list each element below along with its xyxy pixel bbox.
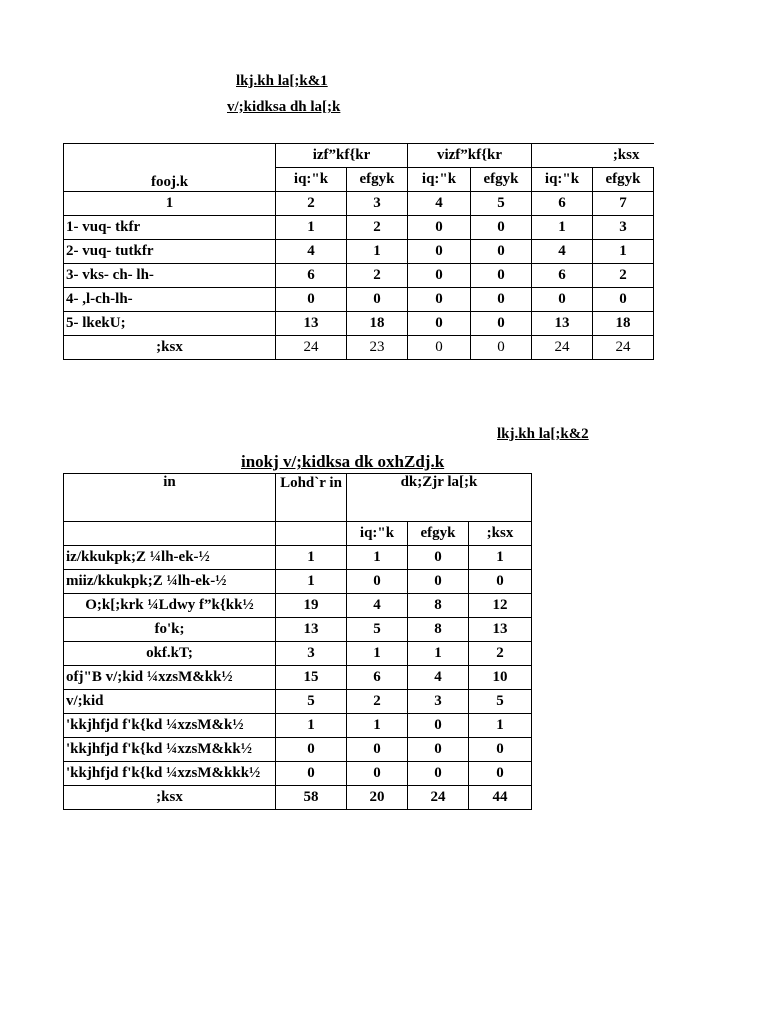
sub-header-female: efgyk — [408, 522, 469, 546]
cell: 8 — [408, 594, 469, 618]
row-label: O;k[;krk ¼Ldwy f”k{kk½ — [64, 594, 276, 618]
sub-header-female: efgyk — [471, 168, 532, 192]
total-row — [64, 786, 532, 810]
cell: 0 — [471, 240, 532, 264]
row-label: 1 — [64, 192, 276, 216]
cell: 1 — [532, 216, 593, 240]
cell: 15 — [276, 666, 347, 690]
cell: 1 — [347, 714, 408, 738]
sub-header-male: iq:"k — [347, 522, 408, 546]
cell: 1 — [276, 546, 347, 570]
cell: 0 — [408, 264, 471, 288]
total-cell: 0 — [471, 336, 532, 360]
cell: 3 — [276, 642, 347, 666]
group-header-trained: izf”kf{kr — [276, 144, 408, 168]
total-label: ;ksx — [64, 336, 276, 360]
cell: 5 — [471, 192, 532, 216]
cell: 1 — [276, 216, 347, 240]
cell: 13 — [276, 618, 347, 642]
row-label: fo'k; — [64, 618, 276, 642]
table2-title: inokj v/;kidksa dk oxhZdj.k — [241, 452, 445, 471]
cell: 0 — [593, 288, 654, 312]
cell: 4 — [276, 240, 347, 264]
cell: 0 — [469, 762, 532, 786]
sub-header-male: iq:"k — [276, 168, 347, 192]
row-label: 4- ,l-ch-lh- — [64, 288, 276, 312]
header-row — [64, 474, 532, 522]
cell: 1 — [469, 714, 532, 738]
cell: 2 — [347, 216, 408, 240]
cell: 13 — [532, 312, 593, 336]
sub-header-female: efgyk — [593, 168, 654, 192]
cell: 0 — [408, 288, 471, 312]
cell: 6 — [347, 666, 408, 690]
group-header-untrained: vizf”kf{kr — [408, 144, 532, 168]
cell: 1 — [408, 642, 469, 666]
table1-title: v/;kidksa dh la[;k — [227, 99, 341, 115]
row-label: 'kkjhfjd f'k{kd ¼xzsM&kkk½ — [64, 762, 276, 786]
row-label: 'kkjhfjd f'k{kd ¼xzsM&k½ — [64, 714, 276, 738]
total-cell: 24 — [593, 336, 654, 360]
cell: 0 — [408, 738, 469, 762]
cell: 2 — [593, 264, 654, 288]
sub-header-male: iq:"k — [532, 168, 593, 192]
cell: 4 — [532, 240, 593, 264]
cell: 0 — [408, 714, 469, 738]
group-header-row — [64, 144, 654, 168]
cell: 18 — [347, 312, 408, 336]
column-header-post: in — [64, 474, 276, 522]
cell: 0 — [408, 546, 469, 570]
table-row — [64, 546, 532, 570]
cell: 2 — [347, 690, 408, 714]
total-cell: 20 — [347, 786, 408, 810]
cell: 4 — [408, 666, 469, 690]
table-row — [64, 714, 532, 738]
row-label: ofj"B v/;kid ¼xzsM&kk½ — [64, 666, 276, 690]
cell: 13 — [276, 312, 347, 336]
teachers-count-table — [63, 143, 654, 360]
cell: 0 — [469, 570, 532, 594]
cell: 0 — [276, 288, 347, 312]
table-row — [64, 192, 654, 216]
cell: 3 — [408, 690, 469, 714]
cell: 13 — [469, 618, 532, 642]
cell: 0 — [471, 312, 532, 336]
table-row — [64, 618, 532, 642]
cell: 6 — [532, 192, 593, 216]
empty-cell — [64, 522, 276, 546]
row-label: 2- vuq- tutkfr — [64, 240, 276, 264]
cell: 1 — [347, 546, 408, 570]
row-label: okf.kT; — [64, 642, 276, 666]
cell: 1 — [469, 546, 532, 570]
cell: 5 — [469, 690, 532, 714]
table-row — [64, 288, 654, 312]
row-label: v/;kid — [64, 690, 276, 714]
total-cell: 24 — [276, 336, 347, 360]
cell: 7 — [593, 192, 654, 216]
total-cell: 24 — [532, 336, 593, 360]
sub-header-female: efgyk — [347, 168, 408, 192]
row-label: 5- lkekU; — [64, 312, 276, 336]
cell: 0 — [408, 312, 471, 336]
cell: 10 — [469, 666, 532, 690]
cell: 12 — [469, 594, 532, 618]
total-cell: 23 — [347, 336, 408, 360]
cell: 0 — [276, 738, 347, 762]
cell: 6 — [532, 264, 593, 288]
cell: 4 — [347, 594, 408, 618]
table-row — [64, 666, 532, 690]
cell: 0 — [469, 738, 532, 762]
group-header-total: ;ksx — [532, 144, 654, 168]
sub-header-row — [64, 522, 532, 546]
cell: 5 — [347, 618, 408, 642]
total-label: ;ksx — [64, 786, 276, 810]
cell: 1 — [347, 240, 408, 264]
total-cell: 0 — [408, 336, 471, 360]
cell: 4 — [408, 192, 471, 216]
table-row — [64, 762, 532, 786]
post-wise-teachers-table — [63, 473, 532, 810]
table-row — [64, 738, 532, 762]
sub-header-total: ;ksx — [469, 522, 532, 546]
table-row — [64, 240, 654, 264]
table-row — [64, 216, 654, 240]
total-cell: 24 — [408, 786, 469, 810]
cell: 0 — [347, 570, 408, 594]
cell: 18 — [593, 312, 654, 336]
cell: 1 — [276, 714, 347, 738]
cell: 2 — [276, 192, 347, 216]
cell: 1 — [593, 240, 654, 264]
cell: 19 — [276, 594, 347, 618]
cell: 0 — [408, 240, 471, 264]
column-header-sanctioned: Lohd`r in — [276, 474, 347, 522]
empty-cell — [276, 522, 347, 546]
cell: 0 — [347, 738, 408, 762]
cell: 0 — [276, 762, 347, 786]
table-row — [64, 312, 654, 336]
cell: 0 — [347, 288, 408, 312]
column-header-description: fooj.k — [64, 144, 276, 192]
sub-header-male: iq:"k — [408, 168, 471, 192]
cell: 1 — [347, 642, 408, 666]
cell: 0 — [532, 288, 593, 312]
row-label: 3- vks- ch- lh- — [64, 264, 276, 288]
cell: 0 — [347, 762, 408, 786]
cell: 2 — [347, 264, 408, 288]
cell: 5 — [276, 690, 347, 714]
cell: 0 — [408, 570, 469, 594]
row-label: iz/kkukpk;Z ¼lh-ek-½ — [64, 546, 276, 570]
cell: 0 — [471, 216, 532, 240]
table1-caption: lkj.kh la[;k&1 — [236, 73, 328, 89]
row-label: miiz/kkukpk;Z ¼lh-ek-½ — [64, 570, 276, 594]
cell: 8 — [408, 618, 469, 642]
cell: 3 — [347, 192, 408, 216]
cell: 2 — [469, 642, 532, 666]
cell: 1 — [276, 570, 347, 594]
cell: 3 — [593, 216, 654, 240]
table-row — [64, 642, 532, 666]
cell: 0 — [471, 288, 532, 312]
table2-caption: lkj.kh la[;k&2 — [497, 426, 589, 442]
row-label: 1- vuq- tkfr — [64, 216, 276, 240]
table-row — [64, 690, 532, 714]
table-row — [64, 264, 654, 288]
table-row — [64, 570, 532, 594]
cell: 0 — [408, 216, 471, 240]
column-header-working: dk;Zjr la[;k — [347, 474, 532, 522]
row-label: 'kkjhfjd f'k{kd ¼xzsM&kk½ — [64, 738, 276, 762]
total-row — [64, 336, 654, 360]
table-row — [64, 594, 532, 618]
cell: 0 — [471, 264, 532, 288]
cell: 0 — [408, 762, 469, 786]
total-cell: 58 — [276, 786, 347, 810]
total-cell: 44 — [469, 786, 532, 810]
cell: 6 — [276, 264, 347, 288]
